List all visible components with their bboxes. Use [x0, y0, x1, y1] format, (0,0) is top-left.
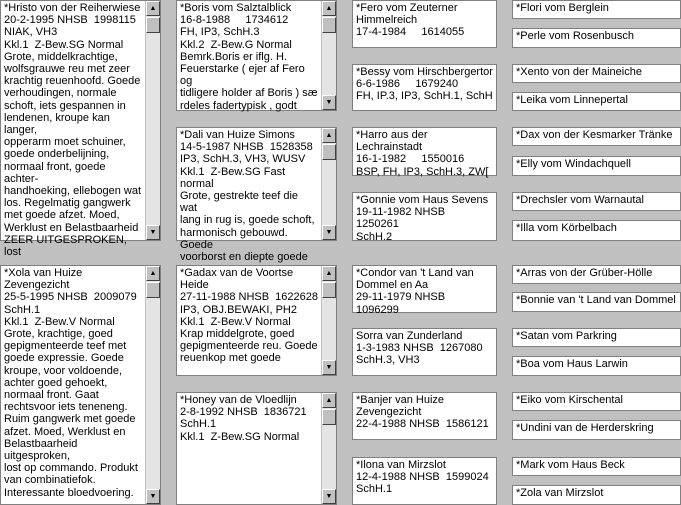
ancestor-name: *Arras von der Grüber-Hölle [516, 267, 653, 279]
grandparent-scrollbar[interactable] [321, 1, 336, 110]
ancestor-name: *Perle vom Rosenbusch [516, 30, 635, 42]
sire-scrollbar[interactable] [145, 1, 160, 240]
scroll-thumb[interactable] [146, 282, 160, 298]
ancestor-box-6[interactable] [512, 156, 681, 176]
ancestor-box-16[interactable] [512, 485, 681, 505]
ancestor-box-2[interactable] [512, 28, 681, 48]
ancestor-box-7[interactable] [512, 192, 681, 211]
great-grandparent-box-7[interactable] [352, 392, 497, 440]
dam-scrollbar[interactable] [145, 266, 160, 504]
great-grandparent-text: *Harro aus der Lechrainstadt 16-1-1982 1550016 BSP, FH, IP3, SchH.3, ZW[ [356, 129, 489, 178]
ancestor-name: *Elly vom Windachquell [516, 158, 631, 170]
ancestor-name: *Zola van Mirzslot [516, 487, 604, 499]
ancestor-name: *Leika vom Linnepertal [516, 94, 628, 106]
great-grandparent-text: Sorra van Zunderland 1-3-1983 NHSB 1267080 SchH.3, VH3 [356, 330, 483, 367]
great-grandparent-text: *Condor van 't Land van Dommel en Aa 29-11-1979 NHSB 1096299 [356, 267, 474, 316]
sire-text: *Hristo von der Reiherwiese 20-2-1995 NHSB 1998115 NIAK, VH3 Kkl.1 Z-Bew.SG Normal Grote, middelkrachtige, wolfsgrauwe reu met zeer krachtig reuenhoofd. Goede verhoudingen, normale schoft, iets gespannen in lendenen, kroupe kan langer, opperarm moet schuiner, goede onderbelijning, normaal front, goede achter- handhoeking, ellebogen wat los. Regelmatig gangwerk met goede afzet. Moed, Werklust en Belastbaarheid ZEER UITGESPROKEN, lost [4, 2, 142, 259]
great-grandparent-text: *Gonnie vom Haus Sevens 19-11-1982 NHSB 1250261 SchH.2 [356, 194, 489, 243]
great-grandparent-text: *Banjer van Huize Zevengezicht 22-4-1988 NHSB 1586121 [356, 394, 489, 431]
grandparent-scrollbar[interactable] [321, 128, 336, 240]
ancestor-name: *Satan vom Parkring [516, 330, 617, 342]
scroll-down-icon[interactable]: ▼ [146, 225, 160, 240]
scroll-up-icon[interactable]: ▲ [322, 128, 336, 143]
ancestor-box-10[interactable] [512, 292, 681, 312]
ancestor-name: *Drechsler vom Warnautal [516, 194, 644, 206]
ancestor-box-15[interactable] [512, 457, 681, 476]
scroll-up-icon[interactable]: ▲ [146, 266, 160, 281]
scroll-down-icon[interactable]: ▼ [146, 489, 160, 504]
grandparent-scrollbar[interactable] [321, 393, 336, 504]
scroll-down-icon[interactable]: ▼ [322, 360, 336, 375]
great-grandparent-text: *Ilona van Mirzslot 12-4-1988 NHSB 1599024 SchH.1 [356, 459, 489, 496]
ancestor-box-8[interactable] [512, 220, 681, 241]
ancestor-box-4[interactable] [512, 92, 681, 111]
scroll-down-icon[interactable]: ▼ [322, 489, 336, 504]
great-grandparent-text: *Bessy vom Hirschbergertor 6-6-1986 1679240 FH, IP.3, IP3, SchH.1, SchH [356, 66, 493, 103]
scroll-thumb[interactable] [322, 409, 336, 425]
scroll-thumb[interactable] [146, 17, 160, 33]
scroll-thumb[interactable] [322, 282, 336, 298]
ancestor-name: *Mark vom Haus Beck [516, 459, 625, 471]
ancestor-box-12[interactable] [512, 356, 681, 376]
ancestor-name: *Xento von der Maineiche [516, 66, 642, 78]
great-grandparent-box-8[interactable] [352, 457, 497, 505]
ancestor-box-14[interactable] [512, 420, 681, 440]
great-grandparent-box-4[interactable] [352, 192, 497, 241]
ancestor-box-1[interactable] [512, 0, 681, 19]
ancestor-name: *Flori vom Berglein [516, 2, 609, 14]
scroll-down-icon[interactable]: ▼ [322, 95, 336, 110]
great-grandparent-box-2[interactable] [352, 64, 497, 111]
ancestor-name: *Eiko vom Kirschental [516, 394, 623, 406]
scroll-up-icon[interactable]: ▲ [322, 266, 336, 281]
great-grandparent-box-6[interactable] [352, 328, 497, 376]
great-grandparent-text: *Fero vom Zeuterner Himmelreich 17-4-1984 1614055 [356, 2, 465, 39]
grandparent-text: *Boris vom Salztalblick 16-8-1988 1734612 FH, IP3, SchH.3 Kkl.2 Z-Bew.G Normal Bemrk.Boris er iflg. H. Feuerstarke ( ejer af Fero og tidligere holder af Boris ) sæ rdeles fadertypisk , godt [180, 2, 318, 112]
ancestor-box-11[interactable] [512, 328, 681, 347]
ancestor-name: *Boa vom Haus Larwin [516, 358, 628, 370]
scroll-down-icon[interactable]: ▼ [322, 225, 336, 240]
ancestor-box-9[interactable] [512, 265, 681, 284]
grandparent-box-4[interactable] [176, 392, 337, 505]
ancestor-name: *Illa vom Körbelbach [516, 222, 617, 234]
ancestor-box-13[interactable] [512, 392, 681, 411]
ancestor-name: *Dax von der Kesmarker Tränke [516, 129, 673, 141]
scroll-up-icon[interactable]: ▲ [146, 1, 160, 16]
great-grandparent-box-1[interactable] [352, 0, 497, 48]
grandparent-box-2[interactable] [176, 127, 337, 264]
dam-box[interactable] [0, 265, 161, 505]
grandparent-box-3[interactable] [176, 265, 337, 376]
scroll-up-icon[interactable]: ▲ [322, 1, 336, 16]
ancestor-box-3[interactable] [512, 64, 681, 83]
scroll-up-icon[interactable]: ▲ [322, 393, 336, 408]
grandparent-text: *Dali van Huize Simons 14-5-1987 NHSB 1528358 IP3, SchH.3, VH3, WUSV Kkl.1 Z-Bew.SG Fast normal Grote, gestrekte teef die wat lang in rug is, goede schoft, harmonisch gebouwd. Goede voorborst en diepte goede [180, 129, 315, 264]
grandparent-box-1[interactable] [176, 0, 337, 111]
grandparent-text: *Honey van de Vloedlijn 2-8-1992 NHSB 1836721 SchH.1 Kkl.1 Z-Bew.SG Normal [180, 394, 307, 443]
grandparent-scrollbar[interactable] [321, 266, 336, 375]
scroll-thumb[interactable] [322, 144, 336, 160]
dam-text: *Xola van Huize Zevengezicht 25-5-1995 NHSB 2009079 SchH.1 Kkl.1 Z-Bew.V Normal Grote, krachtige, goed gepigmenteerde teef met goede expressie. Goede kroupe, voor voldoende, achter goed gehoekt, normaal front. Gaat rechtsvoor iets teneneng. Ruim gangwerk met goede afzet. Moed, Werklust en Belastbaarheid uitgesproken, lost op commando. Produkt van combinatiefok. Interessante bloedvoering. [4, 267, 138, 499]
scroll-thumb[interactable] [322, 17, 336, 33]
ancestor-name: *Bonnie van 't Land van Dommel [516, 294, 676, 306]
ancestor-box-5[interactable] [512, 127, 681, 146]
ancestor-name: *Undini van de Herderskring [516, 422, 654, 434]
sire-box[interactable] [0, 0, 161, 259]
grandparent-text: *Gadax van de Voortse Heide 27-11-1988 NHSB 1622628 IP3, OBJ.BEWAKI, PH2 Kkl.1 Z-Bew.V Normal Krap middelgrote, goed gepigmenteerde reu. Goede reuenkop met goede [180, 267, 319, 365]
great-grandparent-box-3[interactable] [352, 127, 497, 176]
great-grandparent-box-5[interactable] [352, 265, 497, 316]
